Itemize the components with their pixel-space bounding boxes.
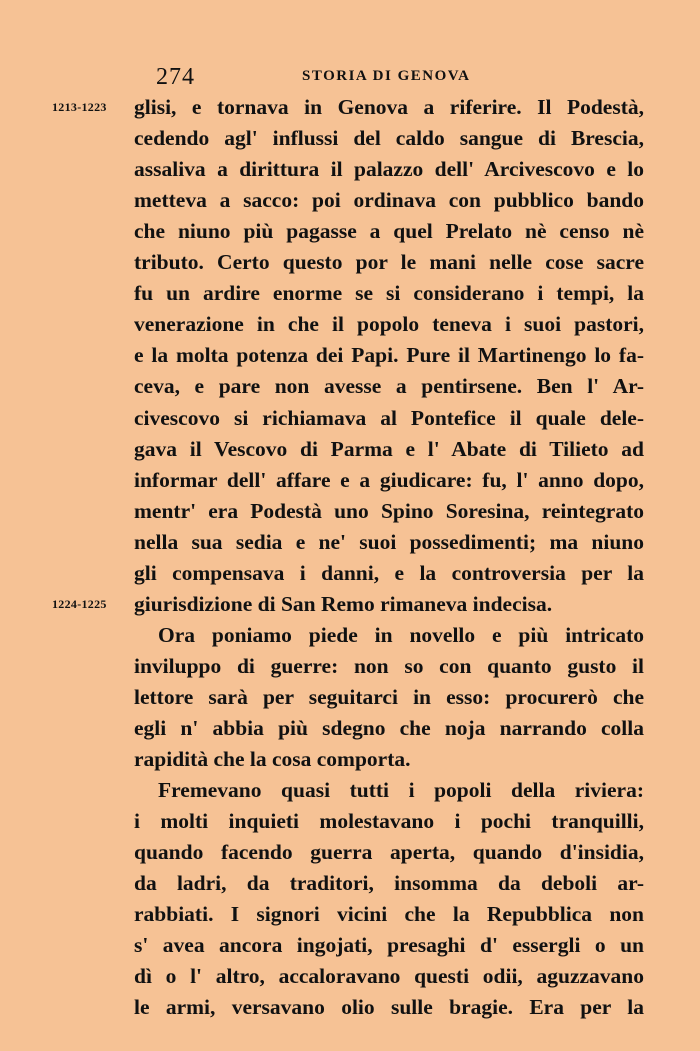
- text-line: nella sua sedia e ne' suoi possedimenti; ma niuno: [134, 529, 644, 554]
- text-line: Ora poniamo piede in novello e più intricato: [158, 622, 644, 647]
- text-line: e la molta potenza dei Papi. Pure il Martinengo lo fa-: [134, 343, 644, 368]
- text-line: i molti inquieti molestavano i pochi tranquilli,: [134, 809, 644, 834]
- text-line: dì o l' altro, accaloravano questi odii, aguzzavano: [134, 964, 644, 989]
- text-line: mentr' era Podestà uno Spino Soresina, reintegrato: [134, 498, 644, 523]
- margin-date-note: 1213-1223: [52, 100, 107, 114]
- text-line: tributo. Certo questo por le mani nelle cose sacre: [134, 250, 644, 275]
- page-header: [134, 64, 644, 94]
- text-line: cedendo agl' influssi del caldo sangue di Brescia,: [134, 126, 644, 151]
- page-number: 274: [156, 64, 195, 90]
- text-line: rabbiati. I signori vicini che la Repubblica non: [134, 902, 644, 927]
- text-line: le armi, versavano olio sulle bragie. Era per la: [134, 995, 644, 1020]
- text-line: s' avea ancora ingojati, presaghi d' essergli o un: [134, 933, 644, 958]
- text-line: civescovo si richiamava al Pontefice il quale dele-: [134, 405, 644, 430]
- text-line: rapidità che la cosa comporta.: [134, 747, 411, 772]
- text-line: metteva a sacco: poi ordinava con pubblico bando: [134, 188, 644, 213]
- text-line: quando facendo guerra aperta, quando d'insidia,: [134, 840, 644, 865]
- text-line: assaliva a dirittura il palazzo dell' Arcivescovo e lo: [134, 157, 644, 182]
- text-line: da ladri, da traditori, insomma da deboli ar-: [134, 871, 644, 896]
- text-line: inviluppo di guerre: non so con quanto gusto il: [134, 653, 644, 678]
- text-line: egli n' abbia più sdegno che noja narrando colla: [134, 716, 644, 740]
- text-line: Fremevano quasi tutti i popoli della riviera:: [158, 778, 644, 803]
- text-line: glisi, e tornava in Genova a riferire. Il Podestà,: [134, 95, 644, 119]
- running-title: STORIA DI GENOVA: [302, 68, 471, 84]
- text-line: informar dell' affare e a giudicare: fu, l' anno dopo,: [134, 467, 644, 492]
- margin-date-note: 1224-1225: [52, 596, 107, 611]
- text-line: giurisdizione di San Remo rimaneva indecisa.: [134, 591, 553, 616]
- text-line: gli compensava i danni, e la controversia per la: [134, 560, 644, 585]
- text-line: ceva, e pare non avesse a pentirsene. Ben l' Ar-: [134, 374, 644, 399]
- text-line: lettore sarà per seguitarci in esso: procurerò che: [134, 684, 644, 709]
- text-line: che niuno più pagasse a quel Prelato nè censo nè: [134, 219, 644, 244]
- text-line: fu un ardire enorme se si considerano i tempi, la: [134, 281, 644, 306]
- text-line: gava il Vescovo di Parma e l' Abate di Tilieto ad: [134, 436, 644, 461]
- text-line: venerazione in che il popolo teneva i suoi pastori,: [134, 312, 644, 337]
